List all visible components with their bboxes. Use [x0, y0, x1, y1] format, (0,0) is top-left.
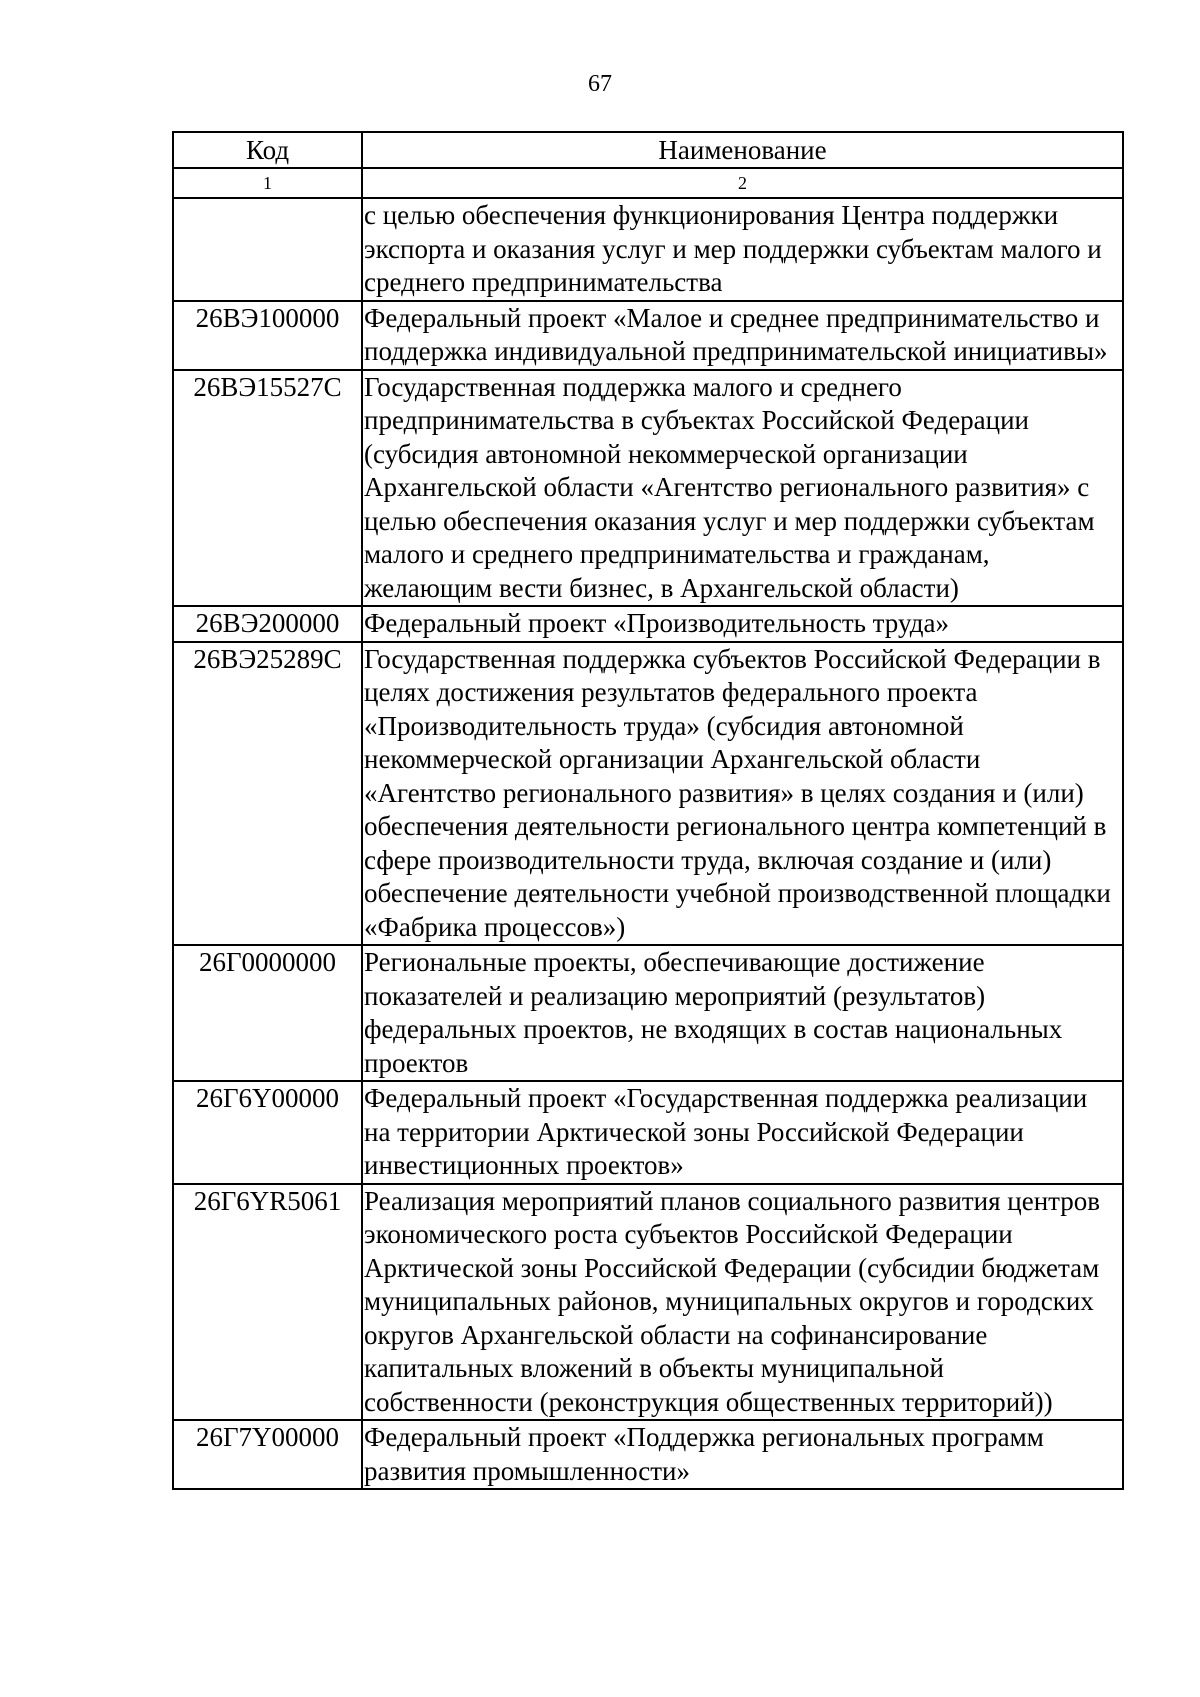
table-row — [173, 1184, 1123, 1421]
table-row — [173, 945, 1123, 1081]
budget-code-table — [172, 131, 1124, 1490]
table-row — [173, 198, 1123, 301]
row-code: 26Г6Y00000 — [173, 1081, 362, 1184]
row-name: Федеральный проект «Малое и среднее предпринимательство и поддержка индивидуальной предпринимательской инициативы» — [362, 301, 1123, 370]
row-code: 26ВЭ200000 — [173, 606, 362, 642]
column-number-2: 2 — [362, 168, 1123, 198]
row-name: Реализация мероприятий планов социального развития центров экономического роста субъектов Российской Федерации Арктической зоны Российской Федерации (субсидии бюджетам муниципальных районов, муниципальных округов и городских округов Архангельской области на софинансирование капитальных вложений в объекты муниципальной собственности (реконструкция общественных территорий)) — [362, 1184, 1123, 1421]
header-code: Код — [173, 132, 362, 168]
table-header-row — [173, 132, 1123, 168]
header-name: Наименование — [362, 132, 1123, 168]
row-code: 26ВЭ100000 — [173, 301, 362, 370]
table-row — [173, 1081, 1123, 1184]
page-number: 67 — [588, 71, 612, 97]
row-code: 26Г7Y00000 — [173, 1420, 362, 1489]
table-row — [173, 301, 1123, 370]
row-name: Федеральный проект «Поддержка региональных программ развития промышленности» — [362, 1420, 1123, 1489]
row-name: Федеральный проект «Государственная поддержка реализации на территории Арктической зоны Российской Федерации инвестиционных проектов» — [362, 1081, 1123, 1184]
row-name: с целью обеспечения функционирования Центра поддержки экспорта и оказания услуг и мер поддержки субъектам малого и среднего предпринимательства — [362, 198, 1123, 301]
row-code: 26ВЭ15527С — [173, 370, 362, 607]
row-code: 26Г6YR5061 — [173, 1184, 362, 1421]
table-row — [173, 642, 1123, 946]
row-name: Государственная поддержка субъектов Российской Федерации в целях достижения результатов федерального проекта «Производительность труда» (субсидия автономной некоммерческой организации Архангельской области «Агентство регионального развития» в целях создания и (или) обеспечения деятельности регионального центра компетенций в сфере производительности труда, включая создание и (или) обеспечение деятельности учебной производственной площадки «Фабрика процессов») — [362, 642, 1123, 946]
column-number-1: 1 — [173, 168, 362, 198]
table-row — [173, 1420, 1123, 1489]
table-row — [173, 370, 1123, 607]
row-code: 26ВЭ25289С — [173, 642, 362, 946]
row-code — [173, 198, 362, 301]
row-name: Федеральный проект «Производительность труда» — [362, 606, 1123, 642]
column-number-row — [173, 168, 1123, 198]
table-row — [173, 606, 1123, 642]
row-name: Региональные проекты, обеспечивающие достижение показателей и реализацию мероприятий (результатов) федеральных проектов, не входящих в состав национальных проектов — [362, 945, 1123, 1081]
row-name: Государственная поддержка малого и среднего предпринимательства в субъектах Российской Федерации (субсидия автономной некоммерческой организации Архангельской области «Агентство регионального развития» с целью обеспечения оказания услуг и мер поддержки субъектам малого и среднего предпринимательства и гражданам, желающим вести бизнес, в Архангельской области) — [362, 370, 1123, 607]
row-code: 26Г0000000 — [173, 945, 362, 1081]
